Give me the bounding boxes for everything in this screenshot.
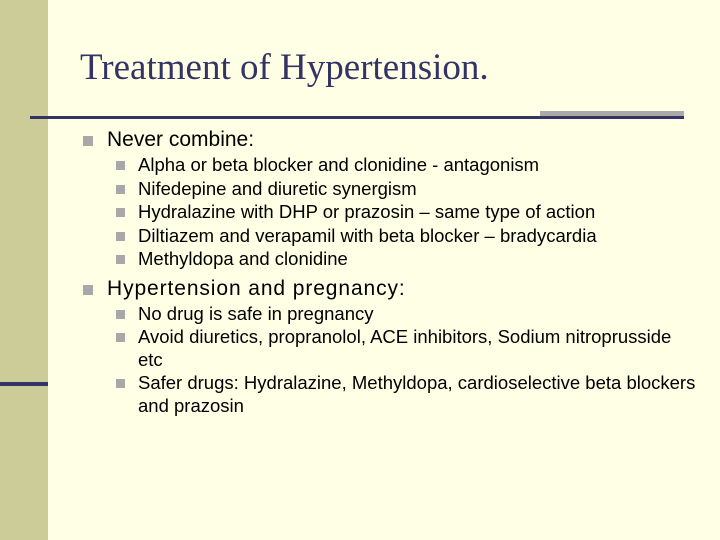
list-item	[80, 248, 700, 271]
square-bullet-icon	[116, 255, 125, 264]
list-item	[80, 225, 700, 248]
list-item	[80, 154, 700, 177]
section-heading-text: Never combine:	[107, 128, 255, 151]
slide-body	[80, 122, 700, 417]
pregnancy-list	[80, 303, 700, 418]
section-heading-text: Hypertension and pregnancy:	[107, 276, 406, 300]
square-bullet-icon	[116, 310, 125, 319]
list-item-text: No drug is safe in pregnancy	[138, 302, 374, 324]
list-item-text: Diltiazem and verapamil with beta blocker – bradycardia	[138, 224, 597, 246]
square-bullet-icon	[116, 185, 125, 194]
list-item-text: Alpha or beta blocker and clonidine - antagonism	[138, 154, 540, 175]
square-bullet-icon	[116, 333, 125, 342]
title-underline	[30, 116, 540, 119]
section-heading-pregnancy	[80, 277, 700, 301]
square-bullet-icon	[116, 161, 125, 170]
square-bullet-icon	[116, 208, 125, 217]
list-item	[80, 326, 700, 371]
list-item	[80, 372, 700, 417]
list-item	[80, 178, 700, 201]
square-bullet-icon	[83, 285, 93, 295]
list-item	[80, 303, 700, 326]
left-band-divider	[0, 382, 48, 386]
left-decorative-band	[0, 0, 48, 540]
section-heading-never-combine	[80, 128, 700, 152]
list-item-text: Hydralazine with DHP or prazosin – same type of action	[138, 201, 596, 222]
list-item-text: Nifedepine and diuretic synergism	[138, 177, 417, 199]
list-item	[80, 201, 700, 224]
square-bullet-icon	[116, 232, 125, 241]
never-combine-list	[80, 154, 700, 271]
list-item-text: Safer drugs: Hydralazine, Methyldopa, cardioselective beta blockers and prazosin	[138, 372, 696, 416]
square-bullet-icon	[83, 136, 93, 146]
slide-title: Treatment of Hypertension.	[80, 47, 489, 88]
list-item-text: Methyldopa and clonidine	[138, 248, 348, 269]
list-item-text: Avoid diuretics, propranolol, ACE inhibitors, Sodium nitroprusside etc	[138, 326, 672, 370]
title-underline-accent-line	[540, 116, 684, 119]
square-bullet-icon	[116, 379, 125, 388]
